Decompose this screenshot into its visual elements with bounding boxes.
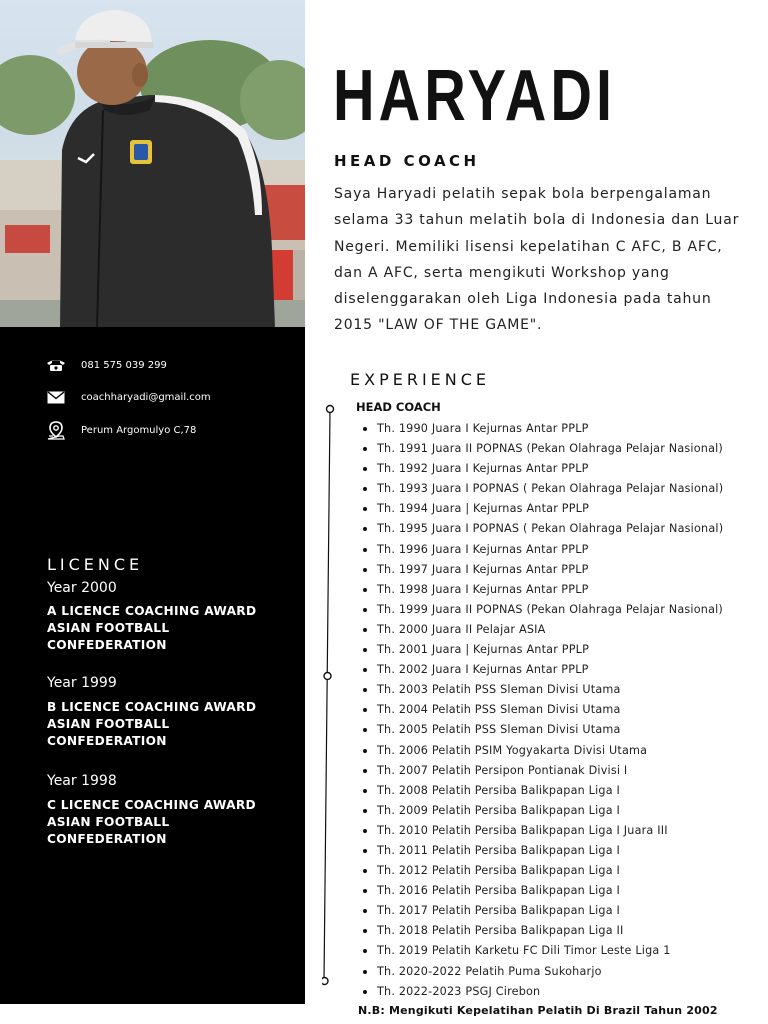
experience-heading: EXPERIENCE [350,370,491,389]
experience-item: Th. 2007 Pelatih Persipon Pontianak Divisi I [360,761,760,781]
experience-item: Th. 1999 Juara II POPNAS (Pekan Olahraga Pelajar Nasional) [360,600,760,620]
experience-note: N.B: Mengikuti Kepelatihan Pelatih Di Brazil Tahun 2002 [358,1004,718,1017]
licence-award: A LICENCE COACHING AWARD ASIAN FOOTBALL CONFEDERATION [47,604,257,652]
experience-item: Th. 2010 Pelatih Persiba Balikpapan Liga I Juara III [360,821,760,841]
experience-list [360,419,760,1002]
licence-award: C LICENCE COACHING AWARD ASIAN FOOTBALL CONFEDERATION [47,798,256,846]
profile-photo [0,0,305,327]
timeline-line [322,404,338,986]
licence-year: Year 1999 [47,675,117,691]
experience-item: Th. 2017 Pelatih Persiba Balikpapan Liga I [360,901,760,921]
experience-item: Th. 2020-2022 Pelatih Puma Sukoharjo [360,962,760,982]
experience-item: Th. 2012 Pelatih Persiba Balikpapan Liga I [360,861,760,881]
experience-item: Th. 1998 Juara I Kejurnas Antar PPLP [360,580,760,600]
experience-item: Th. 2006 Pelatih PSIM Yogyakarta Divisi Utama [360,741,760,761]
experience-item: Th. 1995 Juara I POPNAS ( Pekan Olahraga Pelajar Nasional) [360,519,760,539]
experience-item: Th. 2001 Juara | Kejurnas Antar PPLP [360,640,760,660]
licence-year: Year 1998 [47,773,117,789]
sidebar [0,0,305,1004]
bio-paragraph: Saya Haryadi pelatih sepak bola berpengalaman selama 33 tahun melatih bola di Indonesia dan Luar Negeri. Memiliki lisensi kepelatihan C AFC, B AFC, dan A AFC, serta mengikuti Workshop yang diselenggarakan oleh Liga Indonesia pada tahun 2015 "LAW OF THE GAME". [334,186,740,334]
experience-item: Th. 1994 Juara | Kejurnas Antar PPLP [360,499,760,519]
licence-heading: LICENCE [47,555,144,574]
experience-item: Th. 2022-2023 PSGJ Cirebon [360,982,760,1002]
location-icon [46,421,66,439]
experience-item: Th. 2002 Juara I Kejurnas Antar PPLP [360,660,760,680]
experience-item: Th. 1997 Juara I Kejurnas Antar PPLP [360,560,760,580]
experience-item: Th. 1992 Juara I Kejurnas Antar PPLP [360,459,760,479]
licence-year: Year 2000 [47,580,117,596]
experience-item: Th. 1993 Juara I POPNAS ( Pekan Olahraga Pelajar Nasional) [360,479,760,499]
experience-item: Th. 1996 Juara I Kejurnas Antar PPLP [360,540,760,560]
phone-number: 081 575 039 299 [81,359,167,371]
mail-icon [46,388,66,406]
email-address: coachharyadi@gmail.com [81,391,211,403]
experience-item: Th. 1991 Juara II POPNAS (Pekan Olahraga Pelajar Nasional) [360,439,760,459]
experience-item: Th. 2008 Pelatih Persiba Balikpapan Liga I [360,781,760,801]
experience-item: Th. 1990 Juara I Kejurnas Antar PPLP [360,419,760,439]
experience-item: Th. 2011 Pelatih Persiba Balikpapan Liga I [360,841,760,861]
experience-item: Th. 2009 Pelatih Persiba Balikpapan Liga I [360,801,760,821]
experience-item: Th. 2000 Juara II Pelajar ASIA [360,620,760,640]
job-title: HEAD COACH [334,152,480,170]
contact-phone[interactable] [46,356,167,374]
experience-item: Th. 2019 Pelatih Karketu FC Dili Timor Leste Liga 1 [360,941,760,961]
experience-item: Th. 2018 Pelatih Persiba Balikpapan Liga II [360,921,760,941]
experience-item: Th. 2016 Pelatih Persiba Balikpapan Liga I [360,881,760,901]
person-name: HARYADI [333,56,616,136]
experience-item: Th. 2003 Pelatih PSS Sleman Divisi Utama [360,680,760,700]
licence-award: B LICENCE COACHING AWARD ASIAN FOOTBALL CONFEDERATION [47,700,257,748]
experience-item: Th. 2005 Pelatih PSS Sleman Divisi Utama [360,720,760,740]
phone-icon [46,356,66,374]
experience-subheading: HEAD COACH [356,400,441,414]
contact-address[interactable] [46,421,196,439]
contact-email[interactable] [46,388,211,406]
address-text: Perum Argomulyo C,78 [81,424,197,436]
experience-item: Th. 2004 Pelatih PSS Sleman Divisi Utama [360,700,760,720]
